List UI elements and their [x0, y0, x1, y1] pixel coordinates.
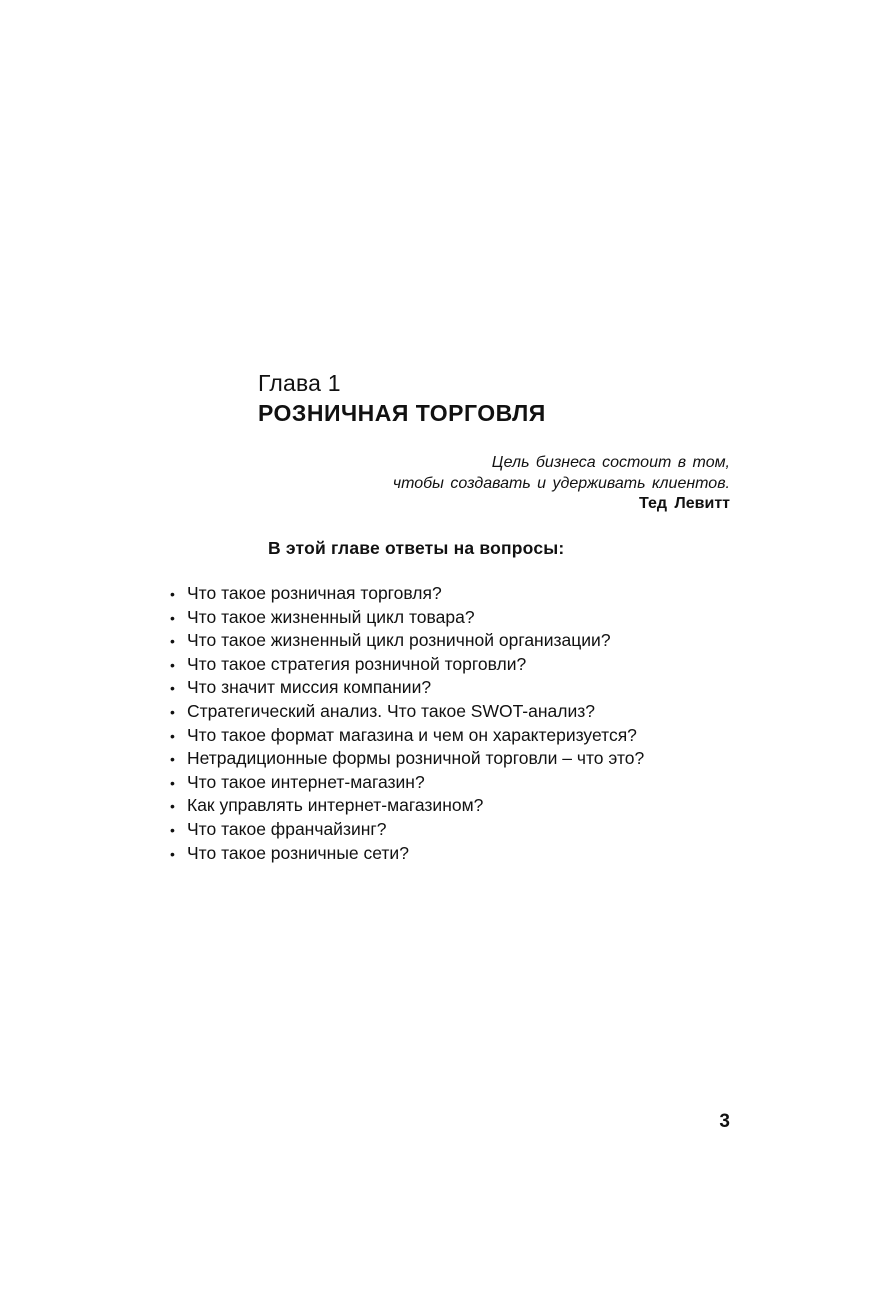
- bullet-icon: •: [170, 774, 175, 791]
- list-item: [170, 676, 644, 700]
- list-item: [170, 818, 644, 842]
- list-item-text: Что такое жизненный цикл розничной организации?: [187, 630, 611, 651]
- chapter-title: РОЗНИЧНАЯ ТОРГОВЛЯ: [258, 400, 546, 426]
- page-number: 3: [719, 1111, 730, 1132]
- epigraph: [393, 453, 730, 515]
- list-item-text: Что такое формат магазина и чем он характеризуется?: [187, 724, 637, 745]
- list-item: [170, 653, 644, 677]
- list-item: [170, 842, 644, 866]
- bullet-icon: •: [170, 633, 175, 650]
- bullet-icon: •: [170, 798, 175, 815]
- list-item-text: Что такое жизненный цикл товара?: [187, 606, 475, 627]
- epigraph-line: чтобы создавать и удерживать клиентов.: [392, 474, 730, 492]
- list-item: [170, 794, 644, 818]
- list-item-text: Что такое розничные сети?: [187, 842, 409, 863]
- list-item-text: Что такое стратегия розничной торговли?: [187, 653, 527, 674]
- list-item: [170, 629, 644, 653]
- bullet-icon: •: [170, 586, 175, 602]
- list-item: [170, 606, 644, 630]
- list-item: [170, 724, 644, 748]
- list-item-text: Как управлять интернет-магазином?: [187, 795, 484, 816]
- questions-heading: В этой главе ответы на вопросы:: [268, 538, 565, 558]
- list-item: [170, 582, 644, 606]
- epigraph-line: Цель бизнеса состоит в том,: [491, 454, 730, 471]
- bullet-icon: •: [170, 609, 175, 626]
- bullet-icon: •: [170, 727, 175, 744]
- list-item-text: Что такое франчайзинг?: [187, 818, 387, 839]
- questions-list: [170, 582, 644, 865]
- list-item-text: Стратегический анализ. Что такое SWOT-анализ?: [187, 700, 596, 721]
- list-item-text: Что такое интернет-магазин?: [187, 771, 425, 792]
- list-item: [170, 747, 644, 771]
- list-item: [170, 700, 644, 724]
- list-item-text: Что значит миссия компании?: [187, 677, 432, 698]
- epigraph-author: Тед Левитт: [639, 495, 730, 512]
- bullet-icon: •: [170, 751, 175, 768]
- list-item-text: Что такое розничная торговля?: [187, 583, 442, 603]
- bullet-icon: •: [170, 656, 175, 673]
- bullet-icon: •: [170, 703, 175, 720]
- bullet-icon: •: [170, 845, 175, 862]
- list-item: [170, 771, 644, 795]
- list-item-text: Нетрадиционные формы розничной торговли – что это?: [187, 748, 645, 769]
- bullet-icon: •: [170, 680, 175, 697]
- chapter-label: Глава 1: [258, 370, 341, 396]
- bullet-icon: •: [170, 821, 175, 838]
